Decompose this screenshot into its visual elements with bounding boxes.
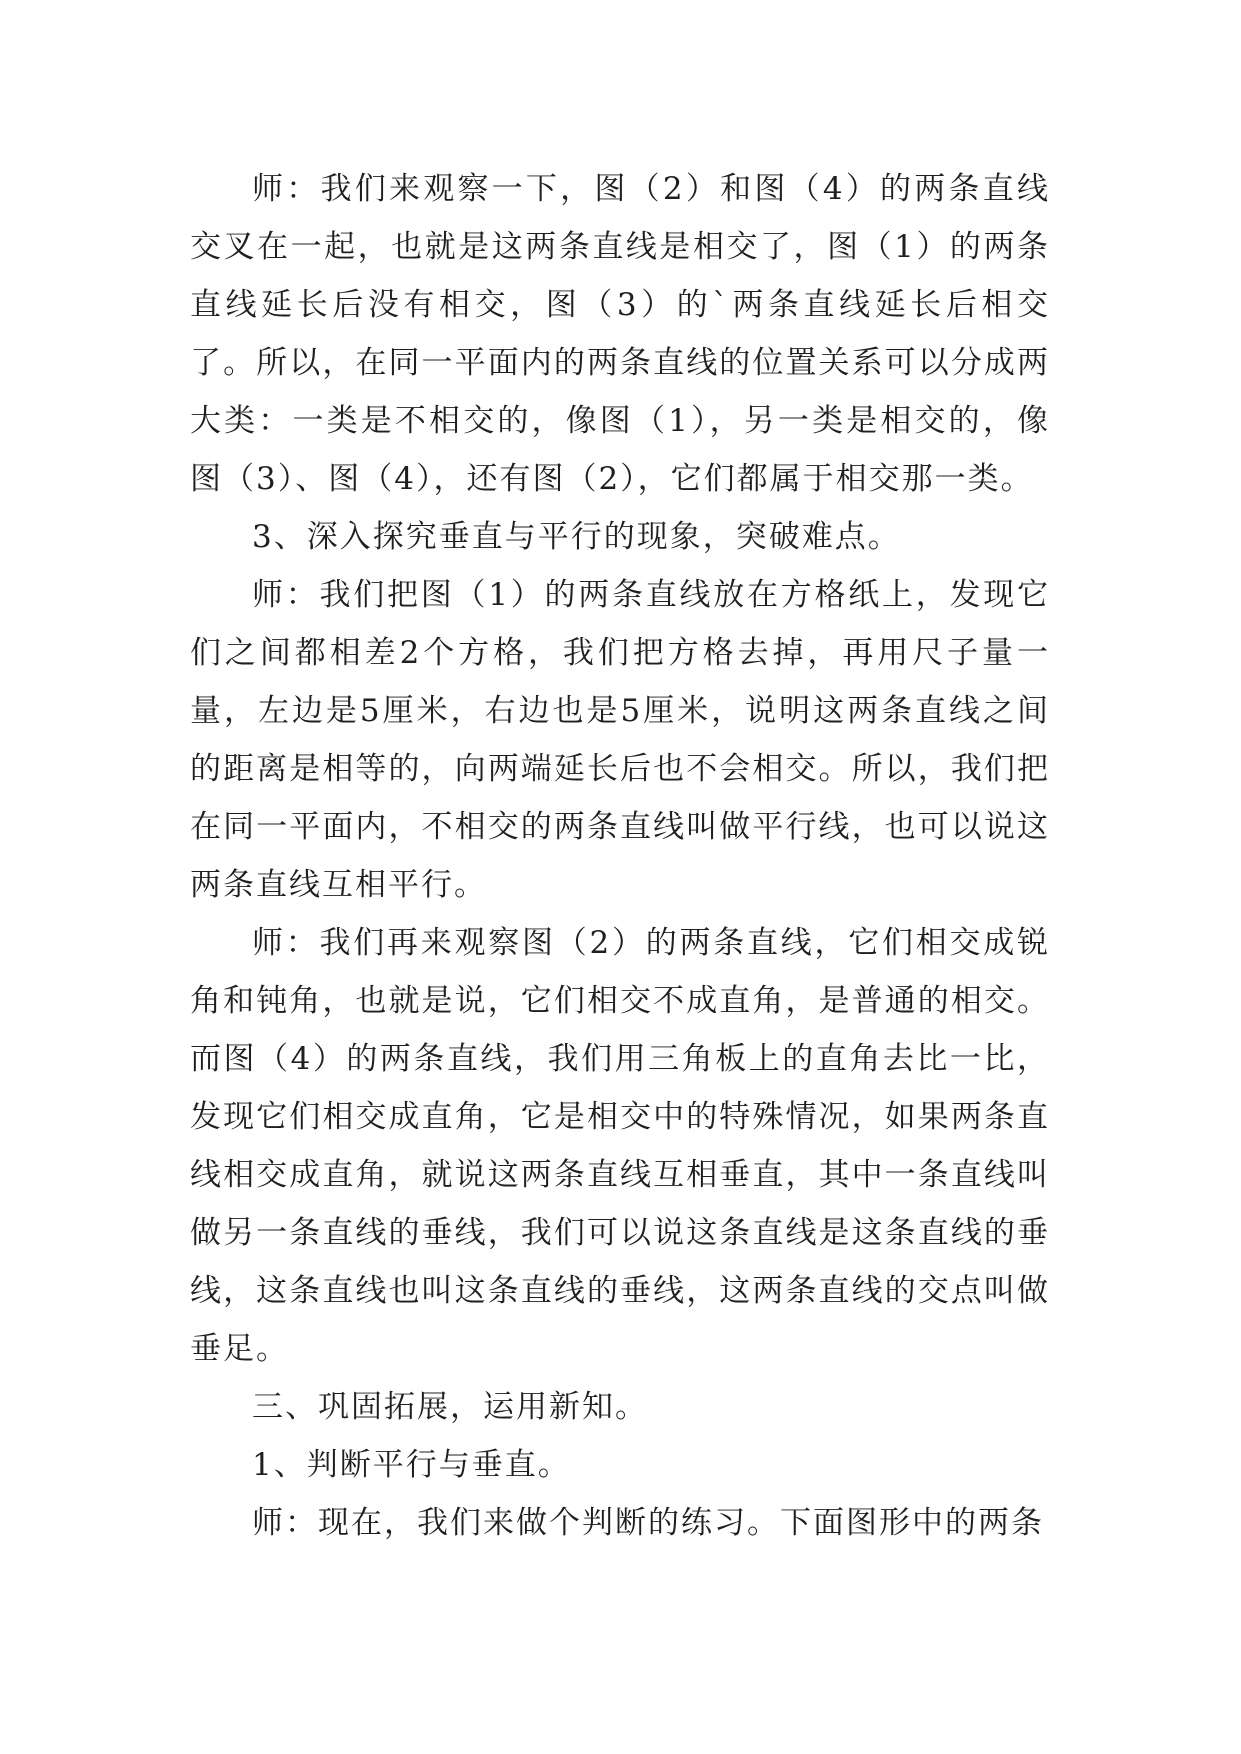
paragraph-exercise-intro: 师：现在，我们来做个判断的练习。下面图形中的两条 [252, 1505, 1044, 1541]
paragraph-step-3-heading: 3、深入探究垂直与平行的现象，突破难点。 [252, 519, 901, 555]
document-body [190, 160, 1050, 1552]
paragraph-section-3-heading: 三、巩固拓展，运用新知。 [252, 1389, 648, 1425]
paragraph-exercise-1-heading: 1、判断平行与垂直。 [252, 1447, 571, 1483]
paragraph-parallel-lines: 师：我们把图（1）的两条直线放在方格纸上，发现它们之间都相差2个方格，我们把方格去掉，再用尺子量一量，左边是5厘米，右边也是5厘米，说明这两条直线之间的距离是相等的，向两端延长后也不会相交。所以，我们把在同一平面内，不相交的两条直线叫做平行线，也可以说这两条直线互相平行。 [190, 577, 1050, 903]
paragraph-perpendicular-lines: 师：我们再来观察图（2）的两条直线，它们相交成锐角和钝角，也就是说，它们相交不成直角，是普通的相交。而图（4）的两条直线，我们用三角板上的直角去比一比，发现它们相交成直角，它是相交中的特殊情况，如果两条直线相交成直角，就说这两条直线互相垂直，其中一条直线叫做另一条直线的垂线，我们可以说这条直线是这条直线的垂线，这条直线也叫这条直线的垂线，这两条直线的交点叫做垂足。 [190, 925, 1050, 1367]
paragraph-observe-intersection: 师：我们来观察一下，图（2）和图（4）的两条直线交叉在一起，也就是这两条直线是相交了，图（1）的两条直线延长后没有相交，图（3）的`两条直线延长后相交了。所以，在同一平面内的两条直线的位置关系可以分成两大类：一类是不相交的，像图（1），另一类是相交的，像图（3）、图（4），还有图（2），它们都属于相交那一类。 [190, 171, 1050, 497]
